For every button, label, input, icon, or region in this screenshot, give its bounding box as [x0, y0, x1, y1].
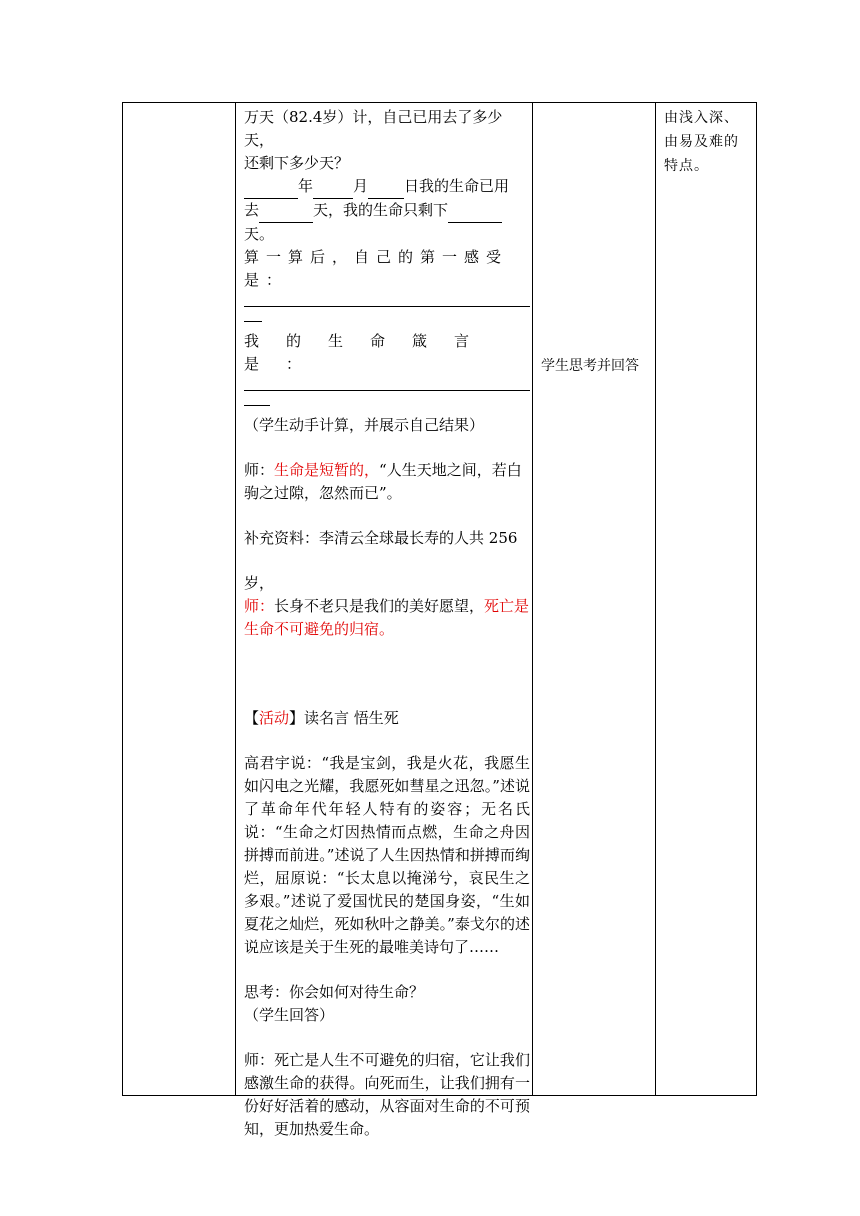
- supplement-text: 岁，: [244, 574, 275, 592]
- teaching-process-cell: [244, 103, 530, 1141]
- remark-text: 长身不老只是我们的美好愿望，: [274, 597, 485, 615]
- activity-heading: [244, 707, 530, 730]
- quote-text: “人生天地之间，若白驹之过隙，忽然而已”。: [244, 461, 522, 502]
- supplement-text: 补充资料：李清云全球最长寿的人共 256: [244, 529, 518, 547]
- label-month: 月: [353, 177, 369, 195]
- activity-label: 活动: [259, 709, 290, 727]
- column-divider: [235, 103, 236, 1095]
- column-divider: [532, 103, 533, 1095]
- label-day: 日我的生命已用: [404, 177, 510, 195]
- text-line: 万天（82.4岁）计，自己已用去了多少天，: [244, 108, 503, 149]
- feel-label: 算一算后，自己的第一感受是：: [244, 248, 509, 289]
- teacher-remark: [244, 595, 530, 641]
- answer-line: [244, 395, 270, 406]
- label-days: 天。: [244, 225, 275, 243]
- lesson-table: [122, 102, 757, 1138]
- teacher-conclusion: 师：死亡是人生不可避免的归宿，它让我们感激生命的获得。向死而生，让我们拥有一份好好活着的感动，从容面对生命的不可预知，更加热爱生命。: [244, 1051, 530, 1138]
- fill-in-line: [244, 199, 530, 246]
- teacher-prefix: 师：: [244, 597, 275, 615]
- blank-field: [244, 175, 298, 199]
- quotes-paragraph: 高君宇说：“我是宝剑，我是火花，我愿生如闪电之光耀，我愿死如彗星之迅忽。”述说了革命年代年轻人特有的姿容；无名氏说：“生命之灯因热情而点燃，生命之舟因拼搏而前进。”述说了人生因热情和拼搏而绚烂，屈原说：“长太息以掩涕兮，哀民生之多艰。”述说了爱国忧民的楚国身姿，“生如夏花之灿烂，死如秋叶之静美。”泰戈尔的述说应该是关于生死的最唯美诗句了……: [244, 754, 530, 956]
- student-calc-note: （学生动手计算，并展示自己结果）: [244, 416, 485, 434]
- label-used: 去: [244, 201, 260, 219]
- highlight-text: 死亡是生命不可避免的归宿。: [244, 597, 530, 638]
- bracket: 【: [244, 709, 260, 727]
- motto-label: 我的生命箴言是：: [244, 332, 497, 373]
- blank-field: [259, 199, 313, 223]
- answer-line: [244, 292, 530, 307]
- column-divider: [655, 103, 656, 1095]
- label-year: 年: [298, 177, 314, 195]
- answer-line: [244, 376, 530, 391]
- activity-title: 】读名言 悟生死: [289, 709, 399, 727]
- text-line: 还剩下多少天？: [244, 154, 350, 172]
- highlight-text: 生命是短暂的，: [274, 461, 380, 479]
- design-intent-cell: 由浅入深、由易及难的特点。: [664, 110, 739, 174]
- blank-field: [368, 175, 404, 199]
- blank-field: [448, 199, 502, 223]
- answer-line: [244, 311, 262, 322]
- teacher-remark: [244, 459, 530, 505]
- student-activity-cell: 学生思考并回答: [541, 358, 639, 374]
- student-answer-note: （学生回答）: [244, 1006, 335, 1024]
- teacher-prefix: 师：: [244, 461, 275, 479]
- fill-in-line: [244, 175, 530, 199]
- blank-field: [313, 175, 353, 199]
- think-question: 思考：你会如何对待生命？: [244, 983, 425, 1001]
- label-remaining: 天，我的生命只剩下: [313, 201, 449, 219]
